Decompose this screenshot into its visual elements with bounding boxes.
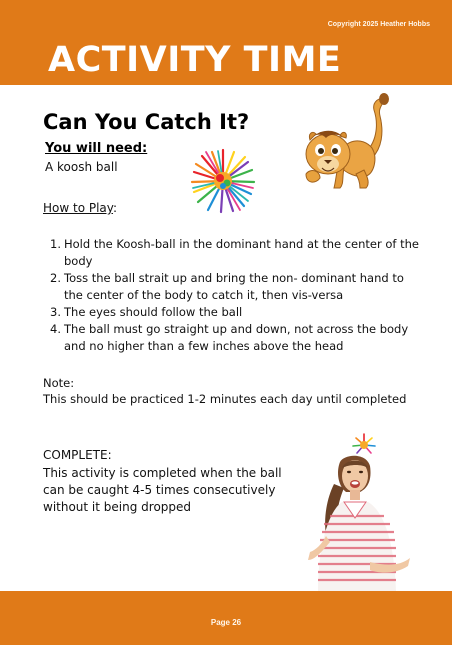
list-item — [50, 270, 420, 304]
girl-catching-ball-photo — [300, 432, 412, 591]
koosh-ball-illustration — [190, 148, 256, 214]
footer-banner — [0, 591, 452, 645]
step-number: 4. — [50, 322, 61, 336]
how-to-play-text: How to Play — [43, 201, 114, 215]
how-to-play-colon: : — [113, 201, 118, 215]
list-item — [50, 236, 420, 270]
page-number: Page 26 — [210, 618, 242, 627]
complete-label: COMPLETE: — [43, 448, 112, 462]
step-text: Toss the ball strait up and bring the non- dominant hand to the center of the body to catch it, then vis-versa — [64, 271, 404, 302]
copyright-text: Copyright 2025 Heather Hobbs — [327, 21, 430, 28]
banner-title: ACTIVITY TIME — [48, 40, 342, 80]
step-number: 2. — [50, 271, 61, 285]
step-text: The ball must go straight up and down, not across the body and no higher than a few inches above the head — [64, 322, 409, 353]
note-label: Note: — [43, 376, 75, 390]
mini-koosh-ball — [353, 434, 375, 453]
lion-cub-illustration — [300, 92, 392, 196]
header-banner — [0, 0, 452, 85]
list-item — [50, 304, 420, 321]
step-text: Hold the Koosh-ball in the dominant hand at the center of the body — [64, 237, 420, 268]
need-label: You will need: — [45, 141, 148, 156]
step-text: The eyes should follow the ball — [64, 305, 243, 319]
step-number: 1. — [50, 237, 61, 251]
step-number: 3. — [50, 305, 61, 319]
complete-text: This activity is completed when the ball can be caught 4-5 times consecutively without it being dropped — [43, 466, 282, 514]
how-to-play-label — [43, 201, 117, 215]
list-item — [50, 321, 420, 355]
need-item: A koosh ball — [45, 160, 118, 174]
note-text: This should be practiced 1-2 minutes each day until completed — [43, 392, 407, 406]
activity-title: Can You Catch It? — [43, 110, 250, 134]
steps-list — [50, 236, 420, 355]
